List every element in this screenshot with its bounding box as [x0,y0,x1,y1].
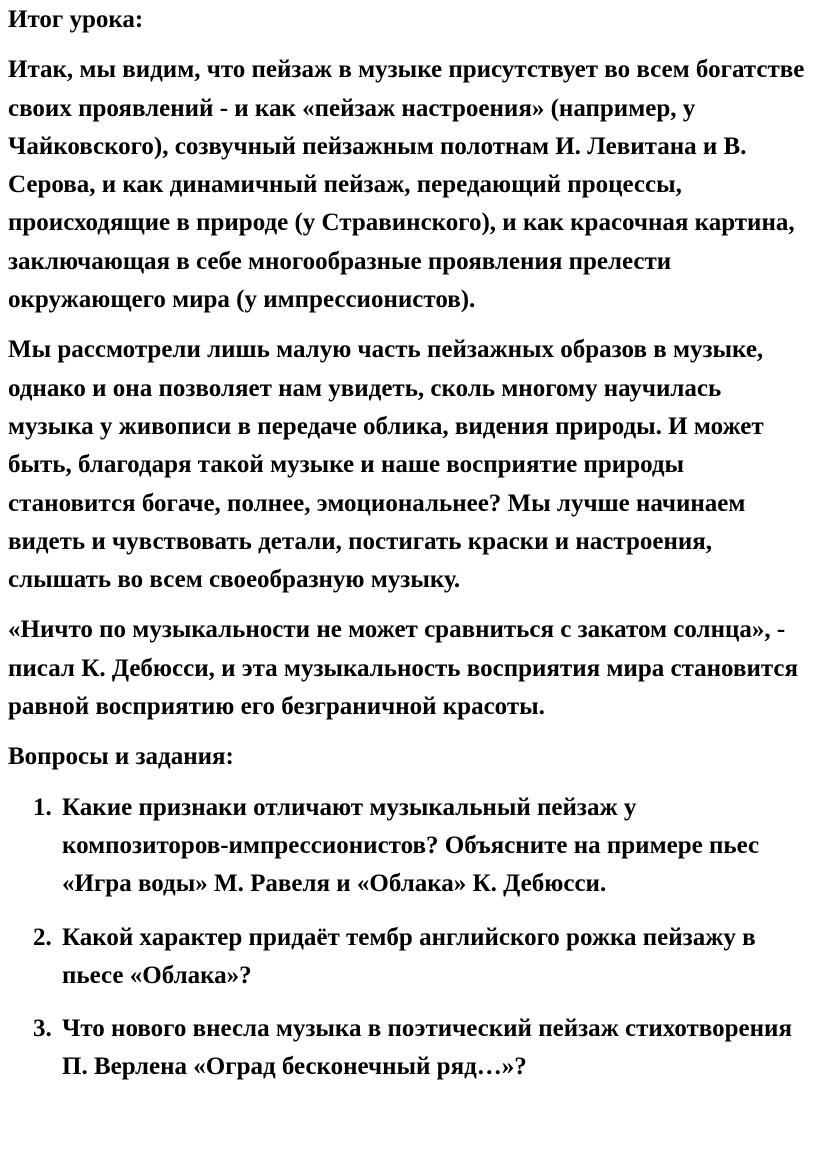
question-item [8,919,808,996]
question-item [8,789,808,904]
questions-heading: Вопросы и задания: [8,743,234,771]
question-text: Какие признаки отличают музыкальный пейзаж у композиторов-импрессионистов? Объясните на примере пьес «Игра воды» М. Равеля и «Облака» К. Дебюсси. [62,793,760,898]
question-text: Что нового внесла музыка в поэтический пейзаж стихотворения П. Верлена «Оград бесконечный ряд…»? [62,1015,792,1081]
summary-paragraph-3: «Ничто по музыкальности не может сравниться с закатом солнца», - писал К. Дебюсси, и эта музыкальность восприятия мира становится равной восприятию его безграничной красоты. [8,616,799,721]
question-number: 1. [33,793,52,821]
summary-paragraph-2: Мы рассмотрели лишь малую часть пейзажных образов в музыке, однако и она позволяет нам увидеть, сколь многому научилась музыка у живописи в передаче облика, видения природы. И может быть, благодаря такой музыке и наше восприятие природы становится богаче, полнее, эмоциональнее? Мы лучше начинаем видеть и чувствовать детали, постигать краски и настроения, слышать во всем своеобразную музыку. [8,336,764,594]
question-number: 2. [33,923,52,951]
question-text: Какой характер придаёт тембр английского рожка пейзажу в пьесе «Облака»? [62,923,756,989]
lesson-summary-heading: Итог урока: [8,6,144,33]
questions-list [8,789,808,1087]
question-item [8,1010,808,1087]
question-number: 3. [33,1015,52,1043]
summary-paragraph-1: Итак, мы видим, что пейзаж в музыке присутствует во всем богатстве своих проявлений - и как «пейзаж настроения» (например, у Чайковского), созвучный пейзажным полотнам И. Левитана и В. Серова, и как динамичный пейзаж, передающий процессы, происходящие в природе (у Стравинского), и как красочная картина, заключающая в себе многообразные проявления прелести окружающего мира (у импрессионистов). [8,56,805,314]
